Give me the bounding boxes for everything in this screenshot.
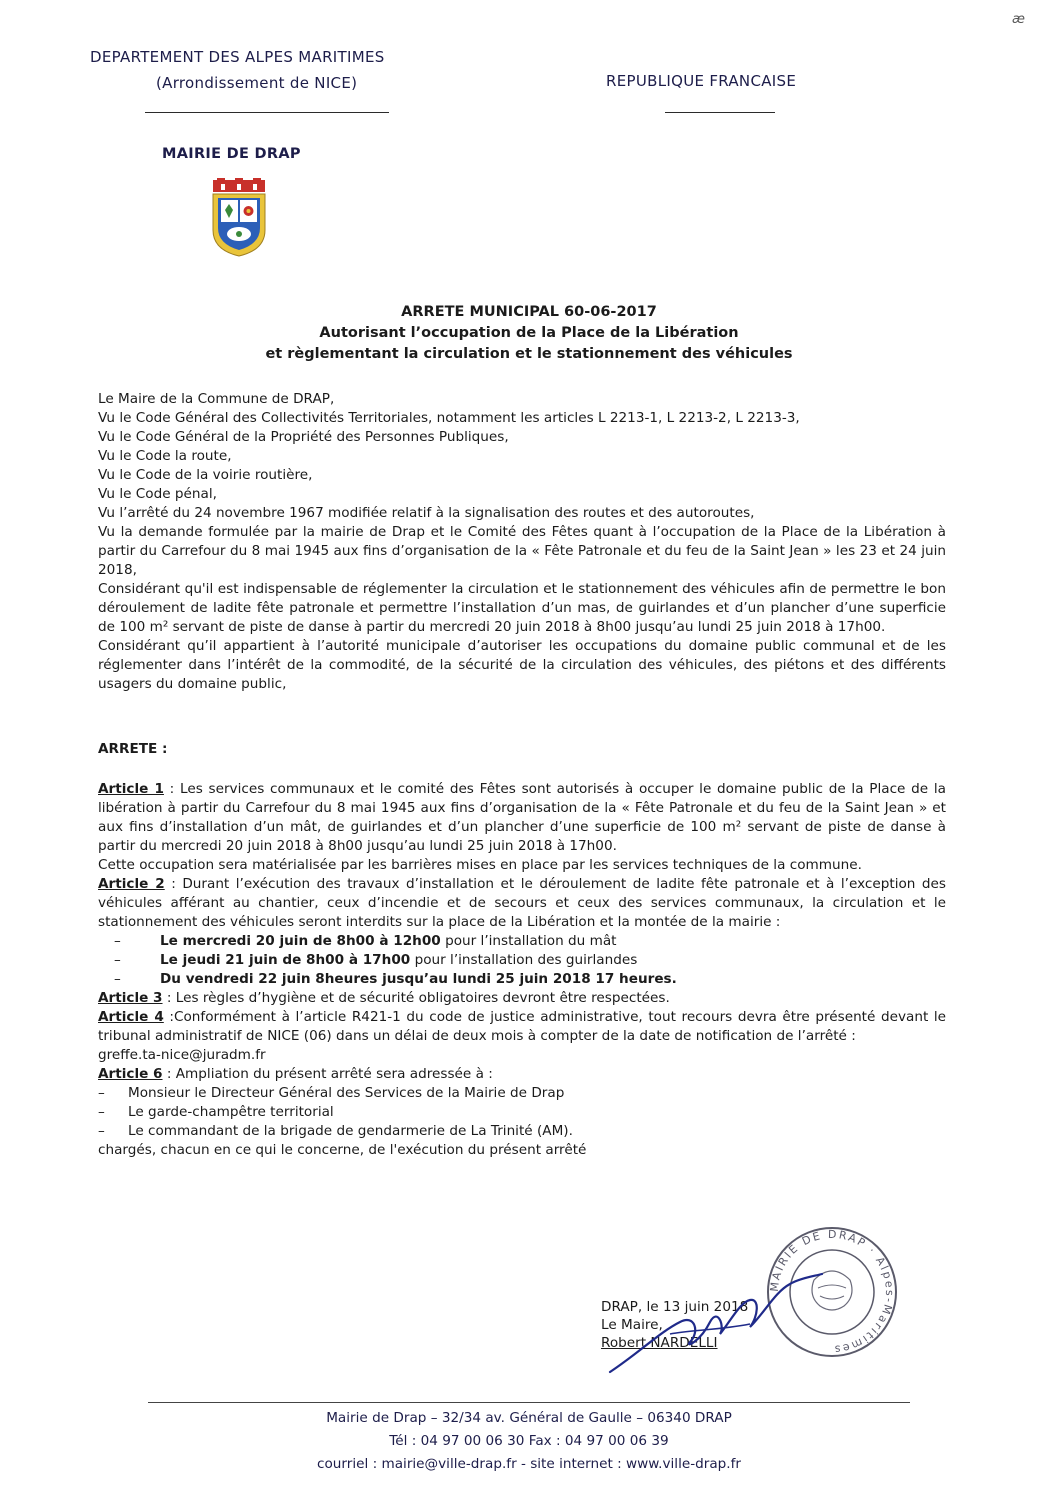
preamble-line: Vu le Code Général de la Propriété des Personnes Publiques,: [98, 429, 509, 445]
article-6-label: Article 6: [98, 1066, 163, 1082]
decree-subtitle-2: et règlementant la circulation et le stationnement des véhicules: [265, 346, 793, 362]
article-6: [98, 1065, 946, 1084]
preamble-line: Vu le Code pénal,: [98, 486, 217, 502]
article-6-sep: :: [162, 1066, 176, 1082]
preamble-line: Vu le Code de la voirie routière,: [98, 467, 313, 483]
arrondissement: (Arrondissement de NICE): [156, 74, 358, 92]
article-6-item: – Le commandant de la brigade de gendarmerie de La Trinité (AM).: [98, 1123, 573, 1139]
mairie-label: MAIRIE DE DRAP: [162, 146, 301, 162]
handwritten-signature-icon: [600, 1272, 830, 1382]
decree-subtitle-1: Autorisant l’occupation de la Place de la Libération: [319, 325, 739, 341]
header-right-rule: [665, 112, 775, 113]
arrete-label: ARRETE :: [98, 741, 168, 757]
preamble-line: Vu l’arrêté du 24 novembre 1967 modifiée relatif à la signalisation des routes et des autoroutes,: [98, 505, 755, 521]
article-4-email[interactable]: greffe.ta-nice@juradm.fr: [98, 1047, 266, 1063]
article-6-item: – Le garde-champêtre territorial: [98, 1104, 334, 1120]
article-2: [98, 875, 946, 932]
footer-phone: Tél : 04 97 00 06 30 Fax : 04 97 00 06 39: [389, 1433, 669, 1449]
preamble-line: Le Maire de la Commune de DRAP,: [98, 391, 335, 407]
preamble-line: Vu la demande formulée par la mairie de Drap et le Comité des Fêtes quant à l’occupation de la Place de la Libération à partir du Carrefour du 8 mai 1945 aux fins d’organisation de la « Fête Patronale et du feu de la Saint Jean » les 23 et 24 juin 2018,: [98, 524, 946, 578]
article-2-item: – Le jeudi 21 juin de 8h00 à 17h00 pour l’installation des guirlandes: [114, 952, 638, 968]
article-2-item-rest: pour l’installation des guirlandes: [410, 952, 638, 968]
article-1-text: Les services communaux et le comité des Fêtes sont autorisés à occuper le domaine public de la Place de la libération à partir du Carrefour du 8 mai 1945 aux fins d’organisation de la « Fête Patronale et du feu de la Saint Jean » et aux fins d’installation d’un mât, de guirlandes et d’un plancher d’une superficie de 100 m² servant de piste de danse à partir du mercredi 20 juin 2018 à 8h00 jusqu’au lundi 25 juin 2018 à 17h00.: [98, 781, 946, 854]
article-4-label: Article 4: [98, 1009, 164, 1025]
article-3-text: Les règles d’hygiène et de sécurité obligatoires devront être respectées.: [175, 990, 670, 1006]
article-6-text: Ampliation du présent arrêté sera adressée à :: [175, 1066, 493, 1082]
article-3-label: Article 3: [98, 990, 163, 1006]
svg-text:MAIRIE DE DRAP · Alpes-Maritim: MAIRIE DE DRAP · Alpes-Maritimes: [767, 1227, 897, 1357]
article-1-text2: Cette occupation sera matérialisée par les barrières mises en place par les services techniques de la commune.: [98, 857, 862, 873]
decree-title: ARRETE MUNICIPAL 60-06-2017: [401, 304, 657, 320]
preamble-line: Considérant qu’il appartient à l’autorité municipale d’autoriser les occupations du domaine public communal et de les réglementer dans l’intérêt de la commodité, de la sécurité de la circulation des véhicules, des piétons et des différents usagers du domaine public,: [98, 638, 946, 692]
republic-label: REPUBLIQUE FRANCAISE: [606, 72, 797, 90]
article-2-item: – Du vendredi 22 juin 8heures jusqu’au lundi 25 juin 2018 17 heures.: [114, 971, 677, 987]
footer-address: Mairie de Drap – 32/34 av. Général de Gaulle – 06340 DRAP: [326, 1410, 732, 1426]
article-3: [98, 989, 946, 1008]
article-2-sep: :: [164, 876, 183, 892]
article-4-sep: :: [163, 1009, 174, 1025]
article-2-text: Durant l’exécution des travaux d’installation et le déroulement de ladite fête patronale et à l’exception des véhicules afférant au chantier, ceux d’incendie et de secours et ceux des services communaux, la circulation et le stationnement des véhicules seront interdits sur la place de la Libération et la montée de la mairie :: [98, 876, 946, 930]
article-6-item: – Monsieur le Directeur Général des Services de la Mairie de Drap: [98, 1085, 565, 1101]
article-2-item-rest: pour l’installation du mât: [440, 933, 617, 949]
article-1-label: Article 1: [98, 781, 164, 797]
article-2-item-bold: Le jeudi 21 juin de 8h00 à 17h00: [160, 952, 411, 968]
preamble-line: Vu le Code Général des Collectivités Territoriales, notamment les articles L 2213-1, L 2213-2, L 2213-3,: [98, 410, 800, 426]
coat-of-arms-icon: [209, 178, 269, 258]
article-3-sep: :: [162, 990, 176, 1006]
department-name: DEPARTEMENT DES ALPES MARITIMES: [90, 48, 385, 66]
article-1-sep: :: [163, 781, 180, 797]
signature-place-date: DRAP, le 13 juin 2018: [601, 1299, 749, 1315]
preamble: [98, 390, 946, 694]
signature-role: Le Maire,: [601, 1317, 663, 1333]
article-2-item-bold: Le mercredi 20 juin de 8h00 à 12h00: [160, 933, 441, 949]
header-left-rule: [145, 112, 389, 113]
footer-rule: [148, 1402, 910, 1403]
articles: [98, 780, 946, 1160]
preamble-line: Considérant qu'il est indispensable de réglementer la circulation et le stationnement des véhicules afin de permettre le bon déroulement de ladite fête patronale et permettre l’installation d’un mas, de guirlandes et d’un plancher d’une superficie de 100 m² servant de piste de danse à partir du mercredi 20 juin 2018 à 8h00 jusqu’au lundi 25 juin 2018 à 17h00.: [98, 581, 946, 635]
signature-name: Robert NARDELLI: [601, 1335, 718, 1351]
article-2-label: Article 2: [98, 876, 165, 892]
article-2-item-bold: Du vendredi 22 juin 8heures jusqu’au lundi 25 juin 2018 17 heures.: [160, 971, 677, 987]
article-4-text: Conformément à l’article R421-1 du code de justice administrative, tout recours devra être présenté devant le tribunal administratif de NICE (06) dans un délai de deux mois à compter de la date de notification de l’arrêté :: [98, 1009, 947, 1044]
article-6-closing: chargés, chacun en ce qui le concerne, de l'exécution du présent arrêté: [98, 1142, 587, 1158]
footer-contact: courriel : mairie@ville-drap.fr - site internet : www.ville-drap.fr: [316, 1456, 741, 1472]
corner-mark: æ: [1012, 12, 1025, 27]
article-2-item: – Le mercredi 20 juin de 8h00 à 12h00 pour l’installation du mât: [114, 933, 617, 949]
article-1: [98, 780, 946, 856]
article-4: [98, 1008, 946, 1046]
preamble-line: Vu le Code la route,: [98, 448, 232, 464]
